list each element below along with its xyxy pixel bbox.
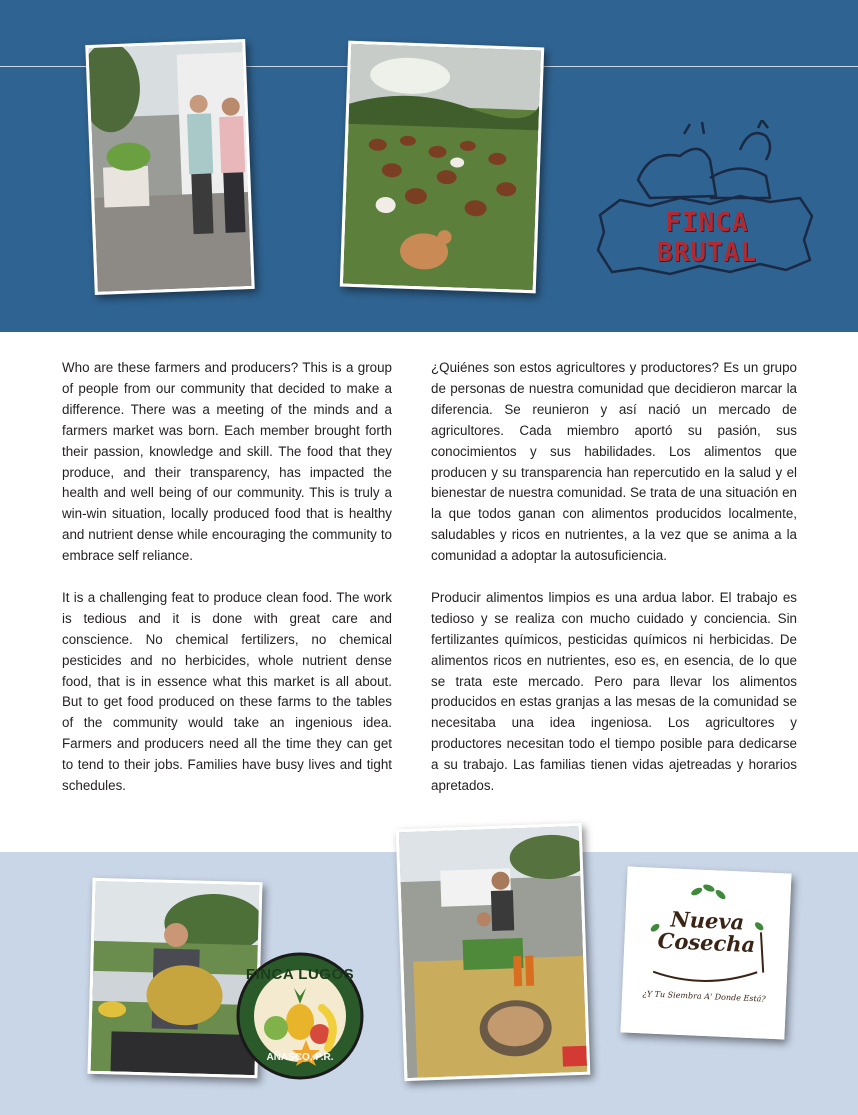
nueva-cosecha-title: [624, 906, 790, 957]
english-column: [62, 358, 392, 818]
english-paragraph-2: It is a challenging feat to produce clean food. The work is tedious and it is done with great care and conscience. No chemical fertilizers, no chemical pesticides and no herbicides, whole nutrient dense food, that is in essence what this market is all about. But to get food produced on these farms to the tables of the community would take an ingenious idea. Farmers and producers need all the time they can get to tend to their jobs. Families have busy lives and tight schedules.: [62, 589, 392, 794]
nueva-cosecha-title-line1: Nueva: [670, 906, 745, 935]
nueva-cosecha-tagline: ¿Y Tu Siembra A' Donde Está?: [642, 989, 766, 1004]
finca-lugos-subtitle: AÑASCO, P.R.: [266, 1052, 334, 1063]
nueva-cosecha-logo: [620, 867, 791, 1040]
spanish-paragraph-1: ¿Quiénes son estos agricultores y productores? Es un grupo de personas de nuestra comunidad que decidieron marcar la diferencia. Se reunieron y así nació un mercado de agricultores. Cada miembro aportó su pasión, sus conocimientos y sus habilidades. Los alimentos que producen y su transparencia han repercutido en la salud y el bienestar de nuestra comunidad. Se trata de una situación en la que todos ganan con alimentos producidos localmente, saludables y ricos en nutrientes, a la vez que se anima a la comunidad a adoptar la autosuficiencia.: [431, 360, 797, 564]
nueva-cosecha-title-line2: Cosecha: [657, 927, 756, 958]
english-paragraph-1: Who are these farmers and producers? This is a group of people from our community that decided to make a difference. There was a meeting of the minds and a farmers market was born. Each member brought forth their passion, knowledge and skill. The food that they produce, and their transparency, has impacted the health and well being of our community. This is truly a win-win situation, locally produced food that is healthy and nutrient dense while encouraging the community to embrace self reliance.: [62, 360, 392, 564]
spanish-paragraph-2: Producir alimentos limpios es una ardua labor. El trabajo es tedioso y se realiza con mucho cuidado y conciencia. Sin fertilizantes químicos, pesticidas químicos ni herbicidas. De alimentos ricos en nutrientes, eso es, en esencia, de lo que se trata este mercado. Pero para llevar los alimentos producidos en estas granjas a las mesas de la comunidad se necesitaba una idea ingeniosa. Los agricultores y productores necesitan todo el tiempo posible para dedicarse a su trabajo. Las familias tienen vidas ajetreadas y horarios apretados.: [431, 589, 797, 794]
finca-brutal-logo-text: FINCA BRUTAL: [657, 208, 757, 268]
farmers-photo: [85, 39, 254, 295]
chickens-photo: [340, 41, 544, 294]
finca-lugos-title: FINCA LUGOS: [245, 966, 355, 983]
market-table-photo: [396, 823, 591, 1081]
spanish-column: [431, 358, 797, 818]
